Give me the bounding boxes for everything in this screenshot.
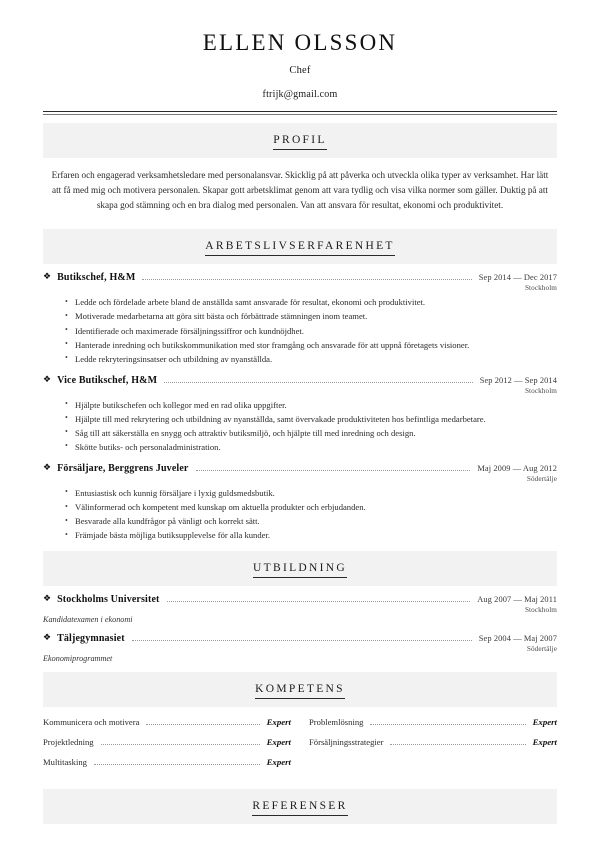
skill-level: Expert	[266, 757, 291, 768]
section-header-profil	[43, 123, 557, 158]
list-item: • Identifierade och maximerade försäljningssiffror och kundnöjdhet.	[65, 325, 557, 338]
experience-location: Södertälje	[526, 474, 557, 483]
dot-leader	[167, 600, 471, 602]
list-item: • Ledde och fördelade arbete bland de anställda samt ansvarade för resultat, ekonomi och produktivitet.	[65, 296, 557, 309]
experience-dates: Maj 2009 — Aug 2012	[477, 463, 557, 473]
dot-leader	[101, 743, 260, 745]
experience-dates: Sep 2014 — Dec 2017	[478, 273, 557, 283]
experience-bullets	[43, 487, 557, 542]
resume-header	[43, 30, 557, 100]
skill-row	[43, 717, 291, 728]
education-entry	[43, 594, 557, 624]
skills-column-left	[43, 717, 291, 777]
clover-icon: ❖	[43, 593, 52, 604]
skill-level: Expert	[266, 737, 291, 748]
experience-location: Stockholm	[524, 386, 557, 395]
education-dates: Aug 2007 — Maj 2011	[477, 595, 557, 605]
education-degree: Ekonomiprogrammet	[43, 654, 113, 664]
education-location: Stockholm	[524, 606, 557, 615]
list-item: • Hjälpte butikschefen och kollegor med en rad olika uppgifter.	[65, 399, 557, 412]
dot-leader	[196, 469, 471, 471]
profile-text: Erfaren och engagerad verksamhetsledare med personalansvar. Skicklig på att påverka och utveckla olika typer av verksamhet. Har lätt att få med mig och motivera personalen. Skapar gott arbetsklimat genom att vara tydlig och visa vilka normer som gäller. Duktig på att skapa god stämning och en bra dialog med personalen. Van att ansvara för resultat, ekonomi och produktivitet.	[51, 169, 549, 210]
skills-column-right	[309, 717, 557, 777]
section-header-references	[43, 789, 557, 824]
experience-job-title: Försäljare, Berggrens Juveler	[57, 462, 189, 474]
skill-row	[309, 737, 557, 748]
dot-leader	[164, 381, 473, 383]
experience-location: Stockholm	[524, 284, 557, 293]
experience-entry-head	[43, 463, 557, 474]
list-item: • Såg till att säkerställa en snygg och attraktiv butiksmiljö, och hjälpte till med inredning och design.	[65, 427, 557, 440]
clover-icon: ❖	[43, 632, 52, 643]
experience-job-title: Vice Butikschef, H&M	[57, 374, 158, 386]
education-entry-head	[43, 594, 557, 605]
experience-entry-head	[43, 375, 557, 386]
clover-icon: ❖	[43, 373, 52, 384]
experience-bullets	[43, 399, 557, 454]
education-degree: Kandidatexamen i ekonomi	[43, 615, 133, 625]
list-item: • Hanterade inredning och butikskommunikation med stor framgång och ansvarade för att uppnå företagets visioner.	[65, 339, 557, 352]
education-location: Södertälje	[526, 645, 557, 654]
header-divider	[43, 111, 557, 114]
section-title-references: REFERENSER	[252, 800, 347, 816]
section-header-experience	[43, 229, 557, 264]
dot-leader	[142, 278, 471, 280]
profile-body	[43, 158, 557, 222]
experience-job-title: Butikschef, H&M	[57, 272, 136, 284]
clover-icon: ❖	[43, 271, 52, 282]
skill-name: Multitasking	[43, 757, 87, 768]
list-item: • Motiverade medarbetarna att göra sitt bästa och förbättrade stämningen inom teamet.	[65, 310, 557, 323]
section-title-skills: KOMPETENS	[255, 683, 345, 699]
list-item: • Besvarade alla kundfrågor på vänligt och korrekt sätt.	[65, 515, 557, 528]
skill-name: Försäljningsstrategier	[309, 737, 384, 748]
dot-leader	[370, 723, 525, 725]
list-item: • Hjälpte till med rekrytering och utbildning av nyanställda, samt övervakade produktiviteten hos befintliga medarbetare.	[65, 413, 557, 426]
dot-leader	[132, 639, 472, 641]
list-item: • Skötte butiks- och personaladministration.	[65, 441, 557, 454]
candidate-name: ELLEN OLSSON	[202, 30, 398, 55]
skill-row	[43, 757, 291, 768]
list-item: • Välinformerad och kompetent med kunskap om aktuella produkter och erbjudanden.	[65, 501, 557, 514]
experience-bullets	[43, 296, 557, 365]
clover-icon: ❖	[43, 461, 52, 472]
experience-entry	[43, 463, 557, 542]
skill-name: Projektledning	[43, 737, 94, 748]
list-item: • Entusiastisk och kunnig försäljare i lyxig guldsmedsbutik.	[65, 487, 557, 500]
skill-name: Kommunicera och motivera	[43, 717, 140, 728]
education-school: Täljegymnasiet	[57, 633, 125, 645]
skill-name: Problemlösning	[309, 717, 364, 728]
list-item: • Ledde rekryteringsinsatser och utbildning av nyanställda.	[65, 353, 557, 366]
section-title-profil: PROFIL	[273, 134, 326, 150]
education-school: Stockholms Universitet	[57, 594, 160, 606]
education-entry-head	[43, 633, 557, 644]
experience-entry	[43, 375, 557, 454]
section-header-education	[43, 551, 557, 586]
education-list	[43, 586, 557, 663]
skill-level: Expert	[266, 717, 291, 728]
skill-row	[309, 717, 557, 728]
candidate-email[interactable]: ftrijk@gmail.com	[262, 89, 338, 101]
experience-list	[43, 264, 557, 542]
skills-grid	[43, 707, 557, 781]
section-header-skills	[43, 672, 557, 707]
experience-dates: Sep 2012 — Sep 2014	[479, 375, 557, 385]
dot-leader	[94, 763, 260, 765]
skill-level: Expert	[532, 717, 557, 728]
experience-entry	[43, 272, 557, 365]
education-entry	[43, 633, 557, 663]
skill-row	[43, 737, 291, 748]
section-title-education: UTBILDNING	[253, 562, 347, 578]
dot-leader	[390, 743, 525, 745]
dot-leader	[146, 723, 259, 725]
candidate-role: Chef	[289, 65, 311, 77]
skill-level: Expert	[532, 737, 557, 748]
experience-entry-head	[43, 272, 557, 283]
list-item: • Främjade bästa möjliga butiksupplevelse för alla kunder.	[65, 529, 557, 542]
education-dates: Sep 2004 — Maj 2007	[478, 634, 557, 644]
section-title-experience: ARBETSLIVSERFARENHET	[205, 240, 395, 256]
